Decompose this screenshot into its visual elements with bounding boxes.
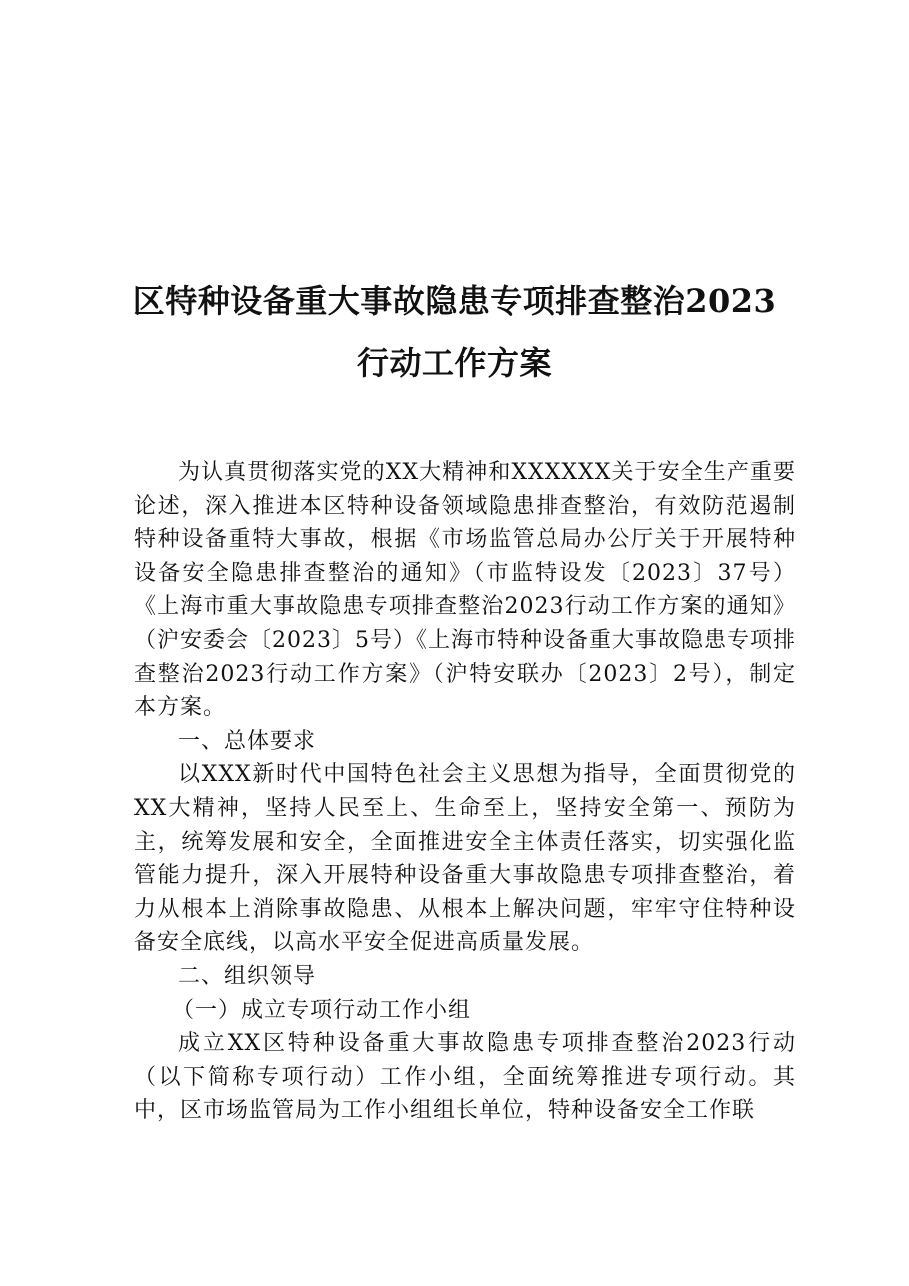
section-heading-organization: 二、组织领导	[178, 963, 317, 989]
document-title	[120, 270, 789, 394]
section-heading-general-requirements: 一、总体要求	[178, 728, 317, 754]
document-body	[134, 456, 796, 1128]
title-line-1: 区特种设备重大事故隐患专项排查整治2023	[132, 282, 777, 320]
intro-paragraph: 为认真贯彻落实党的XX大精神和XXXXXX关于安全生产重要论述，深入推进本区特种设备领域隐患排查整治，有效防范遏制特种设备重特大事故，根据《市场监管总局办公厅关于开展特种设备安全隐患排查整治的通知》（市监特设发〔2023〕37号）《上海市重大事故隐患专项排查整治2023行动工作方案的通知》（沪安委会〔2023〕5号）《上海市特种设备重大事故隐患专项排查整治2023行动工作方案》（沪特安联办〔2023〕2号），制定本方案。	[134, 460, 796, 721]
subsection-heading-working-group: （一）成立专项行动工作小组	[172, 997, 472, 1023]
general-requirements-paragraph: 以XXX新时代中国特色社会主义思想为指导，全面贯彻党的XX大精神，坚持人民至上、生命至上，坚持安全第一、预防为主，统筹发展和安全，全面推进安全主体责任落实，切实强化监管能力提升，深入开展特种设备重大事故隐患专项排查整治，着力从根本上消除事故隐患、从根本上解决问题，牢牢守住特种设备安全底线，以高水平安全促进高质量发展。	[134, 762, 796, 956]
title-line-2: 行动工作方案	[356, 344, 552, 382]
working-group-paragraph: 成立XX区特种设备重大事故隐患专项排查整治2023行动（以下简称专项行动）工作小组，全面统筹推进专项行动。其中，区市场监管局为工作小组组长单位，特种设备安全工作联	[134, 1031, 796, 1124]
